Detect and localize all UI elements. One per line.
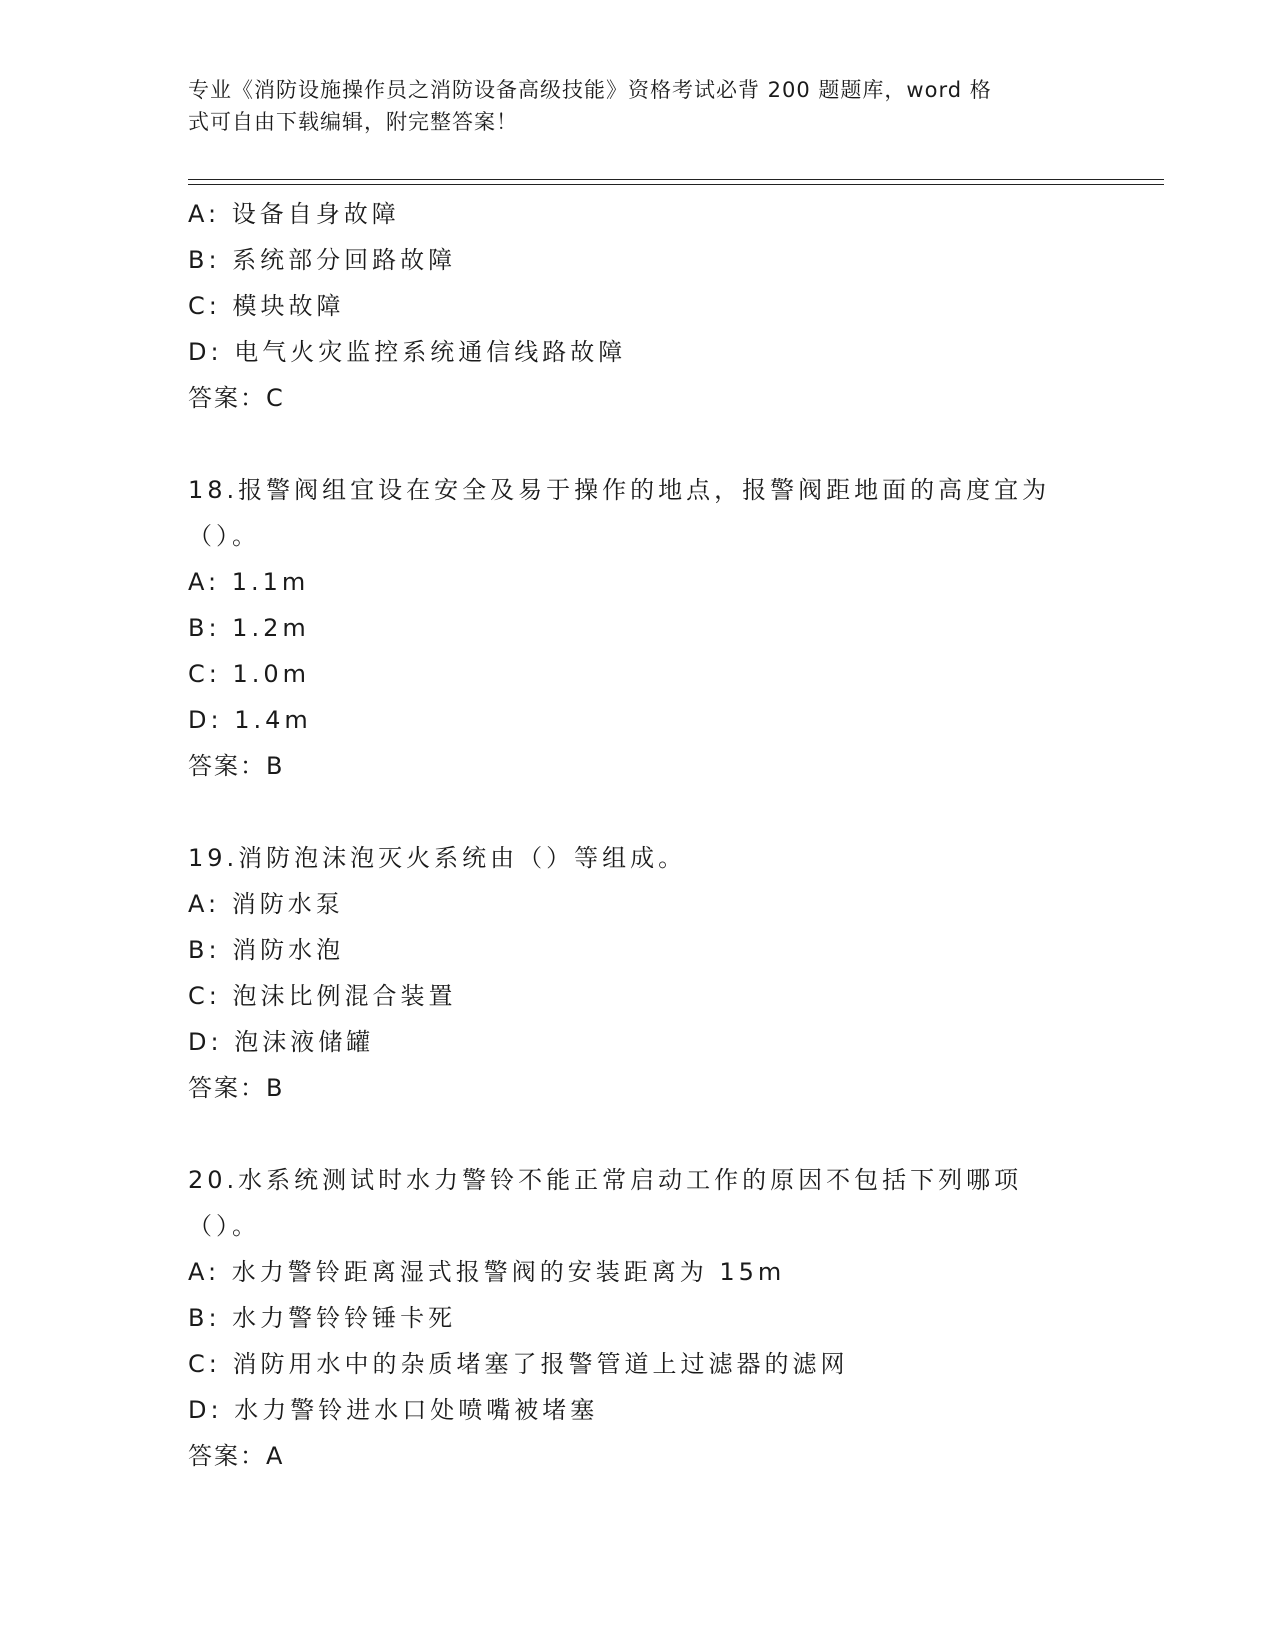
option-a: A: 水力警铃距离湿式报警阀的安装距离为 15m: [188, 1258, 786, 1286]
option-d: D: 1.4m: [188, 706, 312, 734]
question-text: 18.报警阀组宜设在安全及易于操作的地点，报警阀距地面的高度宜为（）。: [188, 476, 1051, 550]
option-a: A: 设备自身故障: [188, 200, 400, 228]
option-c: C: 泡沫比例混合装置: [188, 982, 457, 1010]
answer-line: 答案：B: [188, 1074, 285, 1102]
header-line-2: 式可自由下载编辑，附完整答案！: [188, 110, 518, 134]
option-d: D: 电气火灾监控系统通信线路故障: [188, 338, 627, 366]
header-line-1: 专业《消防设施操作员之消防设备高级技能》资格考试必背 200 题题库，word 格: [188, 78, 992, 102]
question-20: [188, 1157, 1088, 1479]
option-d: D: 水力警铃进水口处喷嘴被堵塞: [188, 1396, 599, 1424]
option-a: A: 1.1m: [188, 568, 310, 596]
option-d: D: 泡沫液储罐: [188, 1028, 375, 1056]
header-divider-bottom: [188, 184, 1164, 185]
answer-line: 答案：B: [188, 752, 285, 780]
option-c: C: 模块故障: [188, 292, 345, 320]
option-b: B: 水力警铃铃锤卡死: [188, 1304, 457, 1332]
question-18: [188, 467, 1088, 789]
question-text: 19.消防泡沫泡灭火系统由（）等组成。: [188, 844, 687, 872]
answer-line: 答案：C: [188, 384, 285, 412]
question-19: [188, 835, 1088, 1111]
question-list: [188, 191, 1088, 1479]
option-b: B: 1.2m: [188, 614, 310, 642]
document-header: [188, 74, 1088, 138]
option-b: B: 系统部分回路故障: [188, 246, 457, 274]
option-b: B: 消防水泡: [188, 936, 345, 964]
question-17-tail: [188, 191, 1088, 421]
option-a: A: 消防水泵: [188, 890, 344, 918]
option-c: C: 1.0m: [188, 660, 311, 688]
header-divider-top: [188, 179, 1164, 180]
question-text: 20.水系统测试时水力警铃不能正常启动工作的原因不包括下列哪项（）。: [188, 1166, 1023, 1240]
option-c: C: 消防用水中的杂质堵塞了报警管道上过滤器的滤网: [188, 1350, 849, 1378]
answer-line: 答案：A: [188, 1442, 285, 1470]
